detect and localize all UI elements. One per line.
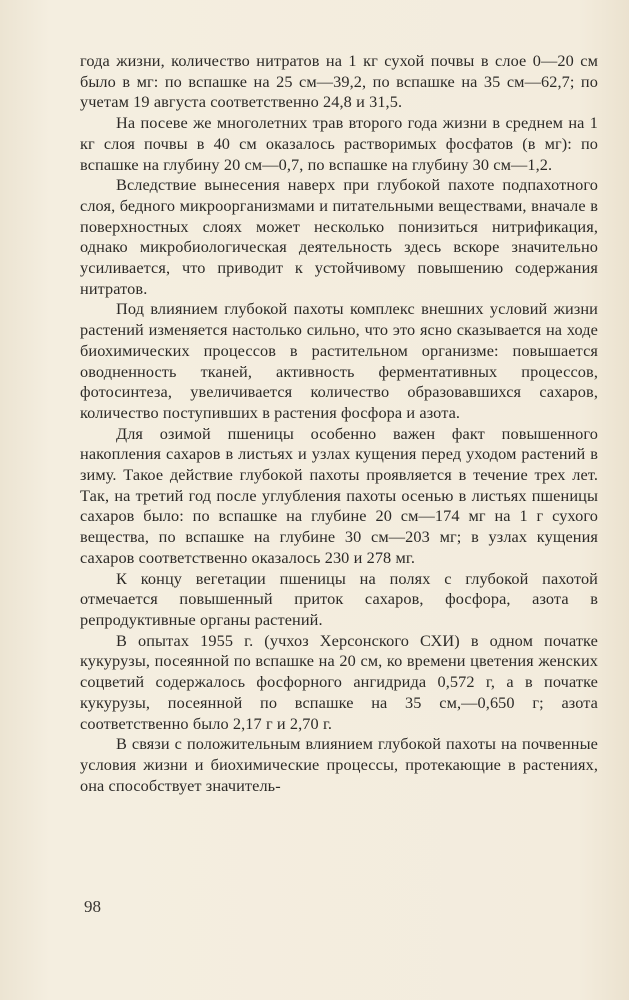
paragraph-6: К концу вегетации пшеницы на полях с глубокой пахотой отмечается повышенный приток сахаров, фосфора, азота в репродуктивные органы растений. (80, 568, 598, 629)
body-text (80, 51, 598, 796)
paragraph-5: Для озимой пшеницы особенно важен факт повышенного накопления сахаров в листьях и узлах кущения перед уходом растений в зиму. Такое действие глубокой пахоты проявляется в течение трех лет. Так, на третий год после углубления пахоты осенью в листьях пшеницы сахаров было: по вспашке на глубине 20 см—174 мг на 1 г сухого вещества, по вспашке на глубине 30 см—203 мг; в узлах кущения сахаров соответственно оказалось 230 и 278 мг. (80, 423, 598, 567)
paragraph-7: В опытах 1955 г. (учхоз Херсонского СХИ) в одном початке кукурузы, посеянной по вспашке на 20 см, ко времени цветения женских соцветий содержалось фосфорного ангидрида 0,572 г, а в початке кукурузы, посеянной по вспашке на 35 см,—0,650 г; азота соответственно было 2,17 г и 2,70 г. (80, 630, 598, 733)
paragraph-4: Под влиянием глубокой пахоты комплекс внешних условий жизни растений изменяется настолько сильно, что это ясно сказывается на ходе биохимических процессов в растительном организме: повышается оводненность тканей, активность ферментативных процессов, фотосинтеза, увеличивается количество образовавшихся сахаров, количество поступивших в растения фосфора и азота. (80, 299, 598, 422)
paragraph-2: На посеве же многолетних трав второго года жизни в среднем на 1 кг слоя почвы в 40 см оказалось растворимых фосфатов (в мг): по вспашке на глубину 20 см—0,7, по вспашке на глубину 30 см—1,2. (80, 113, 598, 174)
paragraph-3: Вследствие вынесения наверх при глубокой пахоте подпахотного слоя, бедного микроорганизмами и питательными веществами, вначале в поверхностных слоях может несколько понизиться нитрификация, однако микробиологическая деятельность здесь вскоре значительно усиливается, что приводит к устойчивому повышению содержания нитратов. (80, 175, 598, 298)
paragraph-1: года жизни, количество нитратов на 1 кг сухой почвы в слое 0—20 см было в мг: по вспашке на 25 см—39,2, по вспашке на 35 см—62,7; по учетам 19 августа соответственно 24,8 и 31,5. (80, 51, 598, 112)
page-number: 98 (84, 897, 101, 916)
paragraph-8: В связи с положительным влиянием глубокой пахоты на почвенные условия жизни и биохимические процессы, протекающие в растениях, она способствует значитель- (80, 734, 598, 795)
